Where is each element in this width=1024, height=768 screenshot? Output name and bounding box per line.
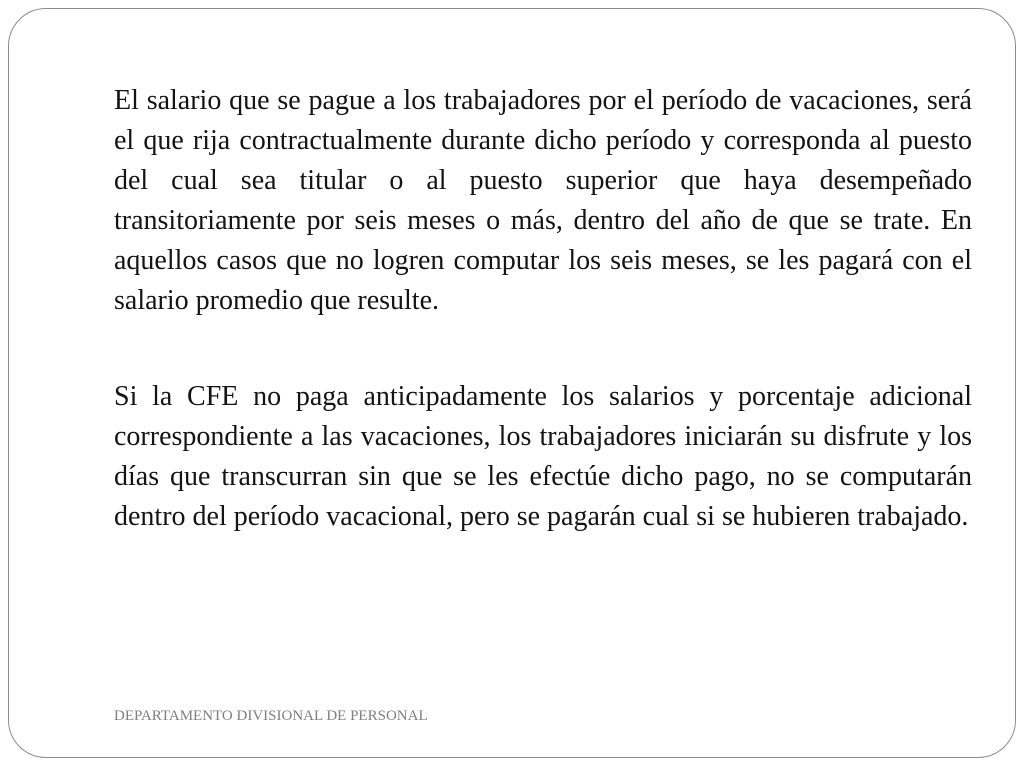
slide-footer: DEPARTAMENTO DIVISIONAL DE PERSONAL [114,708,428,724]
slide-frame [8,8,1016,758]
slide-body [114,81,972,537]
paragraph-vacation-salary: El salario que se pague a los trabajadores por el período de vacaciones, será el que rija contractualmente durante dicho período y corresponda al puesto del cual sea titular o al puesto superior que haya desempeñado transitoriamente por seis meses o más, dentro del año de que se trate. En aquellos casos que no logren computar los seis meses, se les pagará con el salario promedio que resulte. [114,85,972,316]
paragraph-advance-payment: Si la CFE no paga anticipadamente los salarios y porcentaje adicional correspondiente a las vacaciones, los trabajadores iniciarán su disfrute y los días que transcurran sin que se les efectúe dicho pago, no se computarán dentro del período vacacional, pero se pagarán cual si se hubieren trabajado. [114,381,972,532]
